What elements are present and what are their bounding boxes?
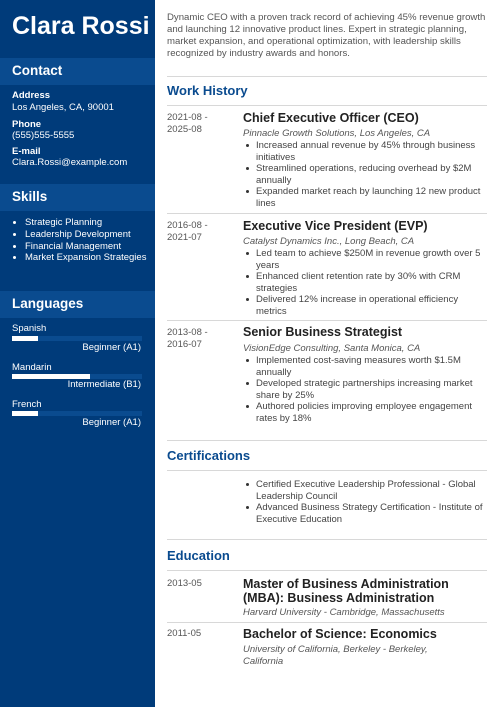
contact-heading: Contact — [12, 63, 63, 78]
skill-item: Market Expansion Strategies — [12, 252, 152, 264]
divider — [167, 105, 487, 106]
certification-item: Certified Executive Leadership Professional - Global Leadership Council — [243, 479, 488, 502]
job-title: Chief Executive Officer (CEO) — [243, 111, 419, 125]
skill-item: Leadership Development — [12, 229, 152, 241]
address-value: Los Angeles, CA, 90001 — [12, 102, 114, 113]
certifications-heading: Certifications — [167, 448, 251, 463]
work-history-heading: Work History — [167, 83, 248, 98]
languages-heading: Languages — [12, 296, 84, 311]
email-label: E-mail — [12, 146, 41, 157]
divider — [167, 622, 487, 623]
certification-item: Advanced Business Strategy Certification - Institute of Executive Education — [243, 502, 488, 525]
address-label: Address — [12, 90, 51, 101]
job-bullet: Led team to achieve $250M in revenue growth over 5 years — [243, 248, 488, 271]
degree-title: Bachelor of Science: Economics — [243, 627, 437, 641]
job-bullet: Authored policies improving employee engagement rates by 18% — [243, 401, 488, 424]
job-company: VisionEdge Consulting, Santa Monica, CA — [243, 343, 421, 354]
divider — [167, 76, 487, 77]
language-name: French — [12, 399, 42, 410]
professional-summary: Dynamic CEO with a proven track record of achieving 45% revenue growth and launching 12 innovative product lines. Expert in strategic planning, market expansion, and operational optimization, with leadership skills recognized by industry awards and honors. — [167, 12, 486, 59]
education-date: 2011-05 — [167, 628, 202, 639]
divider — [167, 570, 487, 571]
skills-list — [12, 217, 152, 264]
language-proficiency-fill — [12, 411, 38, 416]
phone-value: (555)555-5555 — [12, 130, 75, 141]
job-bullets — [243, 140, 488, 210]
divider — [167, 213, 487, 214]
job-bullet: Developed strategic partnerships increasing market share by 25% — [243, 378, 488, 401]
language-proficiency-fill — [12, 336, 38, 341]
divider — [167, 470, 487, 471]
language-proficiency-bar — [12, 336, 142, 341]
job-start-date: 2016-08 - — [167, 220, 208, 231]
job-bullet: Expanded market reach by launching 12 new product lines — [243, 186, 488, 209]
languages-heading-bar — [0, 291, 155, 318]
certifications-list — [243, 479, 488, 525]
job-bullet: Increased annual revenue by 45% through business initiatives — [243, 140, 488, 163]
skills-heading: Skills — [12, 189, 48, 204]
language-level: Beginner (A1) — [82, 342, 141, 353]
job-title: Executive Vice President (EVP) — [243, 219, 428, 233]
job-bullet: Delivered 12% increase in operational efficiency metrics — [243, 294, 488, 317]
email-value[interactable]: Clara.Rossi@example.com — [12, 157, 128, 168]
language-level: Beginner (A1) — [82, 417, 141, 428]
job-bullet: Enhanced client retention rate by 30% with CRM strategies — [243, 271, 488, 294]
job-start-date: 2021-08 - — [167, 112, 208, 123]
job-bullet: Implemented cost-saving measures worth $1.5M annually — [243, 355, 488, 378]
job-end-date: 2025-08 — [167, 124, 202, 135]
degree-title: Master of Business Administration (MBA): Business Administration — [243, 577, 449, 605]
language-name: Spanish — [12, 323, 47, 334]
sidebar — [0, 0, 155, 707]
contact-heading-bar — [0, 58, 155, 85]
job-title: Senior Business Strategist — [243, 325, 403, 339]
job-company: Pinnacle Growth Solutions, Los Angeles, CA — [243, 128, 431, 139]
job-bullet: Streamlined operations, reducing overhead by $2M annually — [243, 163, 488, 186]
job-bullets — [243, 355, 488, 425]
school-name: Harvard University - Cambridge, Massachusetts — [243, 607, 445, 618]
skill-item: Financial Management — [12, 241, 152, 253]
education-heading: Education — [167, 548, 230, 563]
phone-label: Phone — [12, 119, 42, 130]
school-name: University of California, Berkeley - Berkeley, California — [243, 644, 428, 667]
job-end-date: 2016-07 — [167, 339, 202, 350]
divider — [167, 440, 487, 441]
skills-heading-bar — [0, 184, 155, 211]
divider — [167, 539, 487, 540]
language-name: Mandarin — [12, 362, 52, 373]
education-date: 2013-05 — [167, 578, 202, 589]
language-proficiency-bar — [12, 411, 142, 416]
job-bullets — [243, 248, 488, 318]
job-company: Catalyst Dynamics Inc., Long Beach, CA — [243, 236, 415, 247]
divider — [167, 320, 487, 321]
job-start-date: 2013-08 - — [167, 327, 208, 338]
candidate-name: Clara Rossi — [12, 12, 150, 40]
job-end-date: 2021-07 — [167, 232, 202, 243]
language-level: Intermediate (B1) — [67, 379, 141, 390]
skill-item: Strategic Planning — [12, 217, 152, 229]
